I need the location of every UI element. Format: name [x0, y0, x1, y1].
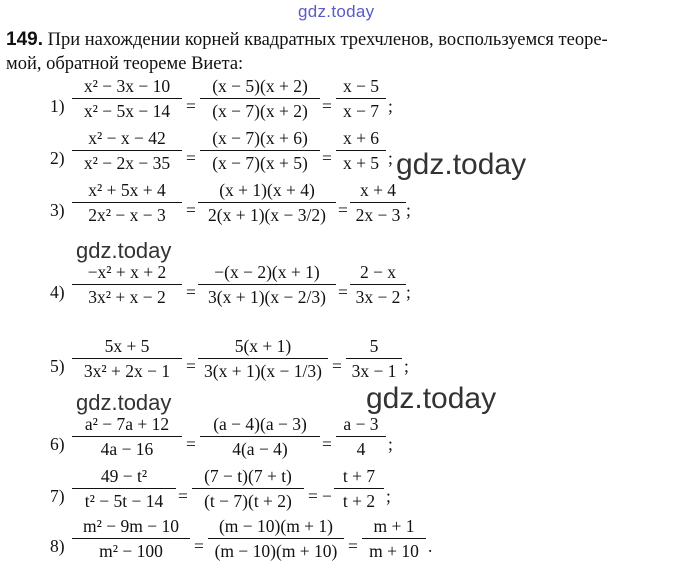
numerator: m + 1 — [373, 516, 415, 536]
punctuation: ; — [404, 356, 409, 376]
numerator: t + 7 — [342, 466, 376, 486]
equals-sign: = — [186, 356, 196, 376]
numerator: (x − 5)(x + 2) — [212, 76, 308, 96]
denominator: 2(x + 1)(x − 3/2) — [208, 205, 326, 225]
fraction-original — [72, 262, 182, 307]
numerator: x + 6 — [342, 128, 380, 148]
numerator: a² − 7a + 12 — [84, 414, 170, 434]
watermark: gdz.today — [76, 238, 172, 263]
fraction-factored — [200, 414, 320, 459]
equals-sign: = — [348, 536, 358, 556]
denominator: 2x² − x − 3 — [88, 205, 166, 225]
denominator: x − 7 — [342, 101, 380, 121]
equals-sign: = — [322, 96, 332, 116]
equals-sign: = — [194, 536, 204, 556]
item-label: 7) — [50, 486, 65, 506]
numerator: 5x + 5 — [104, 336, 150, 356]
problem-header — [6, 28, 688, 76]
item-label: 5) — [50, 356, 65, 376]
equals-sign: = — [338, 282, 348, 302]
denominator: 3x − 1 — [351, 361, 397, 381]
denominator: m² − 100 — [99, 541, 163, 561]
denominator: 3x − 2 — [355, 287, 401, 307]
denominator: 3x² + 2x − 1 — [83, 361, 171, 381]
fraction-factored — [200, 128, 320, 173]
denominator: m + 10 — [369, 541, 419, 561]
denominator: t² − 5t − 14 — [84, 491, 164, 511]
equals-sign: = — [332, 356, 342, 376]
denominator: x + 5 — [342, 153, 380, 173]
fraction-result — [362, 516, 426, 561]
denominator: x² − 5x − 14 — [83, 101, 171, 121]
fraction-original — [72, 414, 182, 459]
denominator: (x − 7)(x + 2) — [212, 101, 308, 121]
denominator: 3(x + 1)(x − 2/3) — [208, 287, 326, 307]
fraction-factored — [200, 76, 320, 121]
numerator: (x + 1)(x + 4) — [219, 180, 315, 200]
fraction-factored — [198, 336, 328, 381]
equation-2 — [0, 128, 690, 188]
numerator: m² − 9m − 10 — [83, 516, 179, 536]
denominator: (t − 7)(t + 2) — [204, 491, 292, 511]
numerator: 2 − x — [359, 262, 397, 282]
numerator: x² + 5x + 4 — [88, 180, 166, 200]
fraction-result — [336, 128, 386, 173]
equation-3 — [0, 180, 690, 240]
numerator: 5(x + 1) — [234, 336, 292, 356]
numerator: x² − x − 42 — [88, 128, 166, 148]
fraction-original — [72, 76, 182, 121]
numerator: (m − 10)(m + 1) — [218, 516, 334, 536]
fraction-factored — [208, 516, 344, 561]
fraction-factored — [198, 262, 336, 307]
equals-sign: = — [308, 486, 318, 506]
problem-intro-line1: При нахождении корней квадратных трехчленов, воспользуемся теоре- — [47, 30, 608, 50]
denominator: (m − 10)(m + 10) — [214, 541, 338, 561]
denominator: 3(x + 1)(x − 1/3) — [204, 361, 322, 381]
fraction-original — [72, 128, 182, 173]
denominator: 4 — [356, 439, 366, 459]
numerator: x² − 3x − 10 — [83, 76, 171, 96]
punctuation: ; — [406, 282, 411, 302]
item-label: 2) — [50, 148, 65, 168]
denominator: 2x − 3 — [355, 205, 401, 225]
watermark-top: gdz.today — [298, 2, 375, 21]
numerator: (a − 4)(a − 3) — [213, 414, 307, 434]
punctuation: ; — [388, 434, 393, 454]
item-label: 3) — [50, 200, 65, 220]
minus-sign: − — [322, 486, 332, 506]
numerator: (x − 7)(x + 6) — [212, 128, 308, 148]
denominator: 4a − 16 — [100, 439, 154, 459]
problem-number: 149. — [6, 29, 43, 50]
numerator: x + 4 — [359, 180, 397, 200]
numerator: (7 − t)(7 + t) — [204, 466, 292, 486]
punctuation: ; — [388, 148, 393, 168]
watermark: gdz.today — [366, 382, 497, 415]
fraction-result — [346, 336, 402, 381]
denominator: (x − 7)(x + 5) — [212, 153, 308, 173]
numerator: −x² + x + 2 — [87, 262, 167, 282]
fraction-result — [350, 180, 406, 225]
item-label: 4) — [50, 282, 65, 302]
equals-sign: = — [322, 434, 332, 454]
equals-sign: = — [186, 148, 196, 168]
equals-sign: = — [186, 282, 196, 302]
equation-6 — [0, 414, 690, 474]
fraction-original — [72, 336, 182, 381]
equals-sign: = — [186, 200, 196, 220]
item-label: 6) — [50, 434, 65, 454]
punctuation: ; — [386, 486, 391, 506]
equals-sign: = — [178, 486, 188, 506]
equation-4 — [0, 262, 690, 322]
fraction-result — [350, 262, 406, 307]
equals-sign: = — [322, 148, 332, 168]
punctuation: ; — [406, 200, 411, 220]
denominator: x² − 2x − 35 — [83, 153, 171, 173]
punctuation: ; — [388, 96, 393, 116]
fraction-original — [72, 180, 182, 225]
punctuation: . — [428, 536, 433, 556]
equals-sign: = — [186, 96, 196, 116]
problem-intro-line2: мой, обратной теореме Виета: — [6, 54, 244, 74]
fraction-original — [72, 516, 190, 561]
fraction-original — [72, 466, 176, 511]
watermark: gdz.today — [396, 148, 527, 181]
numerator: a − 3 — [343, 414, 379, 434]
numerator: x − 5 — [342, 76, 380, 96]
fraction-result — [336, 76, 386, 121]
numerator: 5 — [369, 336, 379, 356]
numerator: 49 − t² — [100, 466, 148, 486]
denominator: 3x² + x − 2 — [88, 287, 166, 307]
equals-sign: = — [186, 434, 196, 454]
numerator: −(x − 2)(x + 1) — [214, 262, 320, 282]
fraction-result — [336, 414, 386, 459]
item-label: 8) — [50, 536, 65, 556]
denominator: 4(a − 4) — [232, 439, 288, 459]
equals-sign: = — [338, 200, 348, 220]
fraction-factored — [192, 466, 304, 511]
watermark: gdz.today — [76, 390, 172, 415]
equation-8 — [0, 516, 690, 576]
denominator: t + 2 — [342, 491, 376, 511]
equation-5 — [0, 336, 690, 396]
item-label: 1) — [50, 96, 65, 116]
fraction-factored — [198, 180, 336, 225]
fraction-result — [334, 466, 384, 511]
equation-1 — [0, 76, 690, 136]
